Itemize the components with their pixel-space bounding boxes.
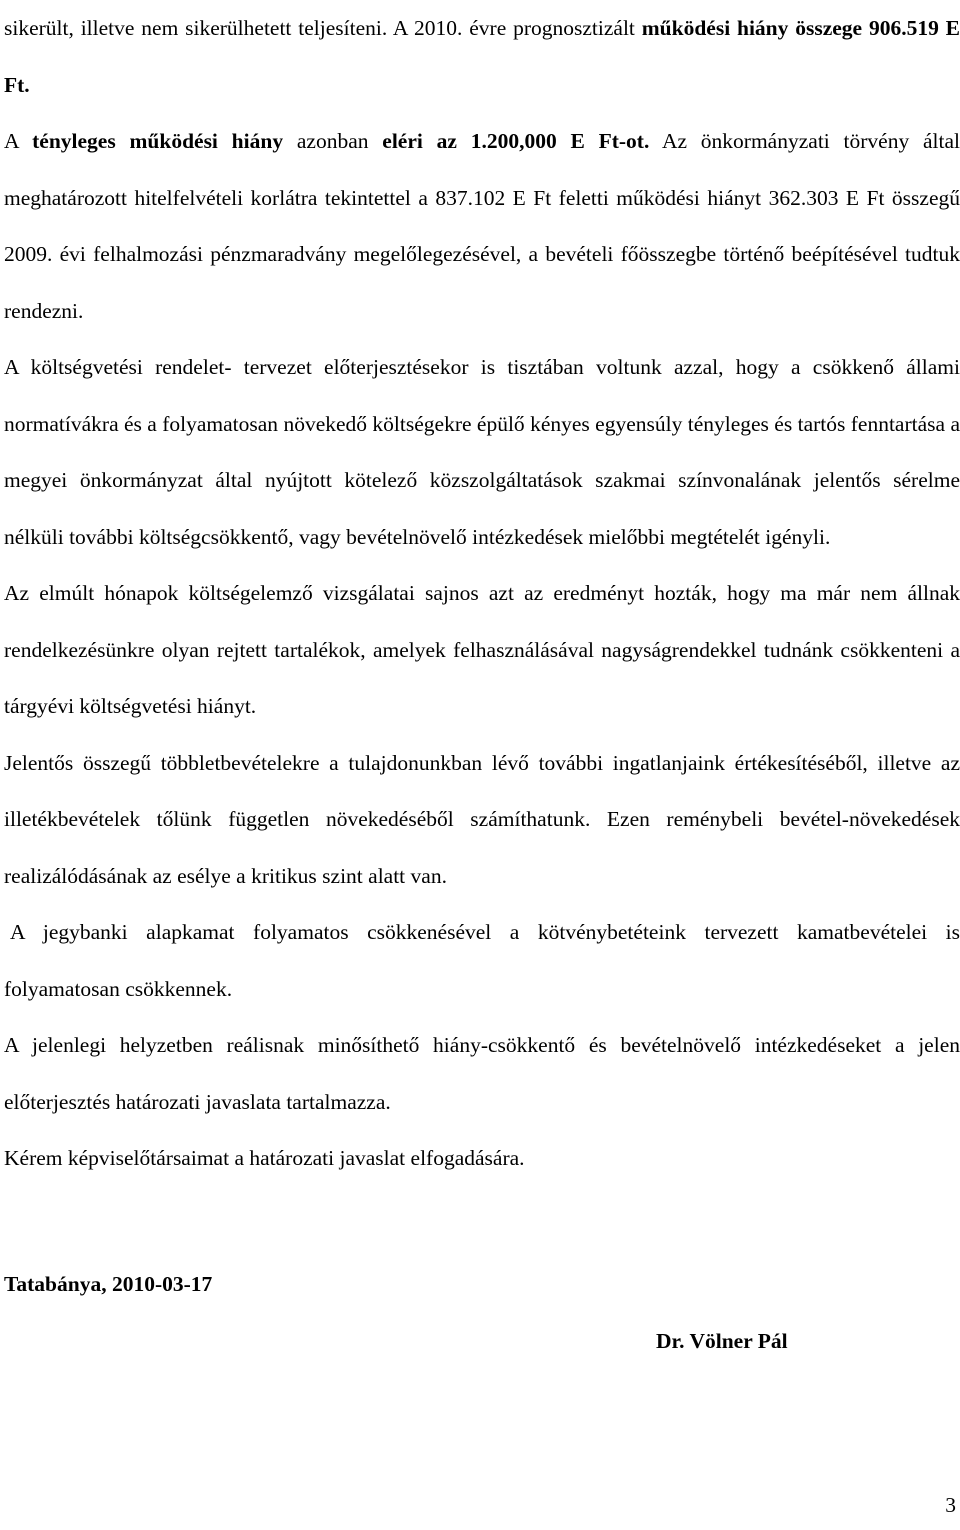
- emphasis-text: működési hiány összege 906.519 E Ft.: [4, 16, 960, 97]
- paragraph-interest-rate: A jegybanki alapkamat folyamatos csökkenésével a kötvénybetéteink tervezett kamatbevételei is folyamatosan csökkennek.: [4, 920, 960, 1001]
- paragraph-request: Kérem képviselőtársaimat a határozati javaslat elfogadására.: [4, 1146, 525, 1170]
- paragraph-deficit-forecast: [4, 0, 960, 113]
- paragraph-text: Az önkormányzati törvény által meghatározott hitelfelvételi korlátra tekintettel a 837.102 E Ft feletti működési hiányt 362.303 E Ft összegű 2009. évi felhalmozási pénzmaradvány megelőlegezésével, a bevételi főösszegbe történő beépítésével tudtuk rendezni.: [4, 129, 960, 323]
- page-number: 3: [945, 1493, 956, 1517]
- paragraph-extra-revenue: Jelentős összegű többletbevételekre a tulajdonunkban lévő további ingatlanjaink értékesítéséből, illetve az illetékbevételek tőlünk független növekedéséből számíthatunk. Ezen reménybeli bevétel-növekedések realizálódásának az esélye a kritikus szint alatt van.: [4, 750, 960, 888]
- paragraph-text: sikerült, illetve nem sikerülhetett teljesíteni. A 2010. évre prognosztizált: [4, 16, 642, 40]
- paragraph-cost-analysis: Az elmúlt hónapok költségelemző vizsgálatai sajnos azt az eredményt hozták, hogy ma már nem állnak rendelkezésünkre olyan rejtett tartalékok, amelyek felhasználásával nagyságrendekkel tudnánk csökkenteni a tárgyévi költségvetési hiányt.: [4, 581, 960, 718]
- emphasis-text: eléri az 1.200,000 E Ft-ot.: [382, 129, 650, 153]
- paragraph-text: A: [4, 129, 33, 153]
- paragraph-measures: A jelenlegi helyzetben reálisnak minősíthető hiány-csökkentő és bevételnövelő intézkedéseket a jelen előterjesztés határozati javaslata tartalmazza.: [4, 1033, 960, 1114]
- paragraph-text: azonban: [283, 129, 383, 153]
- signature-name: Dr. Völner Pál: [656, 1329, 788, 1353]
- paragraph-actual-deficit: [4, 113, 960, 339]
- paragraph-budget-balance: A költségvetési rendelet- tervezet előterjesztésekor is tisztában voltunk azzal, hogy a csökkenő állami normatívákra és a folyamatosan növekedő költségekre épülő kényes egyensúly tényleges és tartós fenntartása a megyei önkormányzat által nyújtott kötelező közszolgáltatások szakmai színvonalának jelentős sérelme nélküli további költségcsökkentő, vagy bevételnövelő intézkedések mielőbbi megtételét igényli.: [4, 355, 960, 549]
- emphasis-text: tényleges működési hiány: [32, 129, 284, 153]
- document-body: [4, 0, 960, 1187]
- place-and-date: Tatabánya, 2010-03-17: [4, 1272, 213, 1296]
